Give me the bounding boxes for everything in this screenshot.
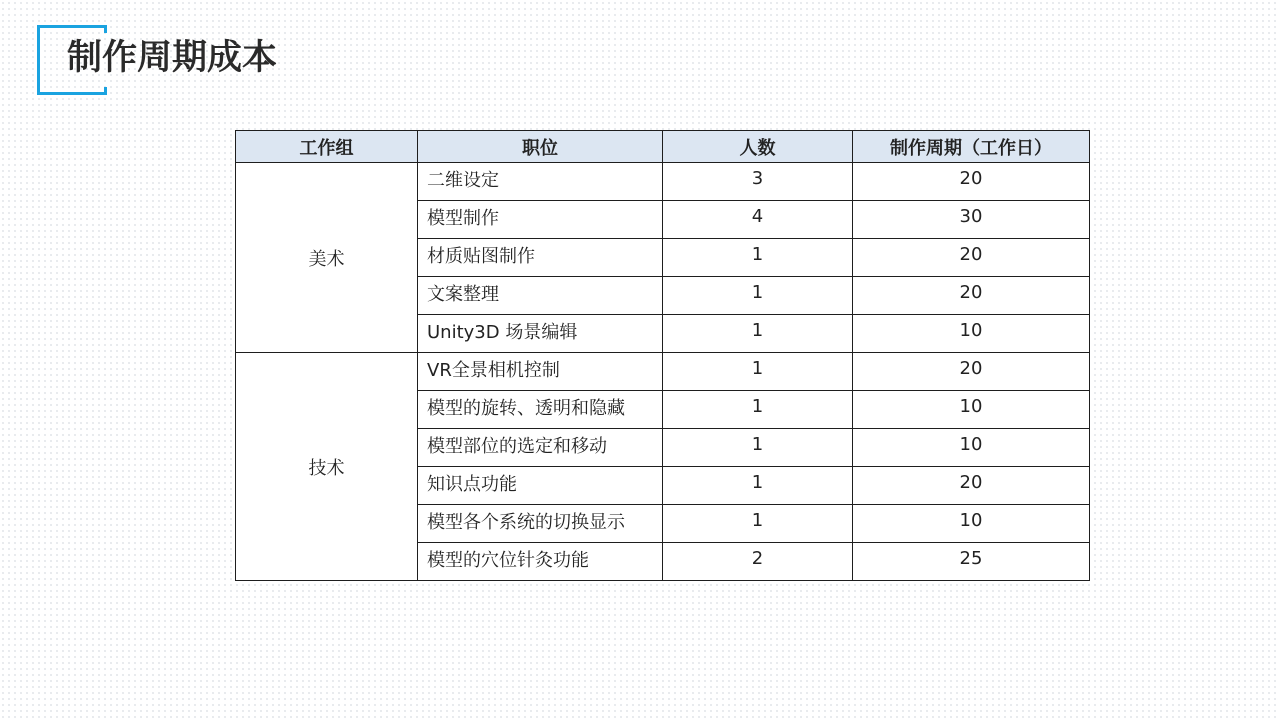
cost-table bbox=[235, 130, 1090, 581]
days-cell: 20 bbox=[853, 353, 1090, 391]
days-cell: 20 bbox=[853, 467, 1090, 505]
count-cell: 4 bbox=[663, 201, 853, 239]
days-cell: 20 bbox=[853, 163, 1090, 201]
days-cell: 25 bbox=[853, 543, 1090, 581]
table-row bbox=[236, 163, 1090, 201]
count-cell: 2 bbox=[663, 543, 853, 581]
header-production-cycle: 制作周期（工作日） bbox=[853, 131, 1090, 163]
count-cell: 3 bbox=[663, 163, 853, 201]
header-work-group: 工作组 bbox=[236, 131, 418, 163]
position-cell: 模型制作 bbox=[418, 201, 663, 239]
days-cell: 10 bbox=[853, 429, 1090, 467]
header-headcount: 人数 bbox=[663, 131, 853, 163]
group-cell-art bbox=[236, 163, 418, 353]
header-position: 职位 bbox=[418, 131, 663, 163]
position-cell: 模型部位的选定和移动 bbox=[418, 429, 663, 467]
table-header-row bbox=[236, 131, 1090, 163]
days-cell: 10 bbox=[853, 315, 1090, 353]
position-cell: Unity3D 场景编辑 bbox=[418, 315, 663, 353]
position-cell: 材质贴图制作 bbox=[418, 239, 663, 277]
count-cell: 1 bbox=[663, 467, 853, 505]
count-cell: 1 bbox=[663, 505, 853, 543]
days-cell: 20 bbox=[853, 239, 1090, 277]
table-row bbox=[236, 353, 1090, 391]
days-cell: 10 bbox=[853, 505, 1090, 543]
page-title: 制作周期成本 bbox=[67, 38, 278, 78]
position-cell: 知识点功能 bbox=[418, 467, 663, 505]
position-cell: 模型的旋转、透明和隐藏 bbox=[418, 391, 663, 429]
position-cell: 文案整理 bbox=[418, 277, 663, 315]
group-label: 技术 bbox=[308, 457, 345, 479]
position-cell: VR全景相机控制 bbox=[418, 353, 663, 391]
count-cell: 1 bbox=[663, 315, 853, 353]
group-cell-tech bbox=[236, 353, 418, 581]
count-cell: 1 bbox=[663, 277, 853, 315]
count-cell: 1 bbox=[663, 429, 853, 467]
days-cell: 10 bbox=[853, 391, 1090, 429]
days-cell: 20 bbox=[853, 277, 1090, 315]
days-cell: 30 bbox=[853, 201, 1090, 239]
count-cell: 1 bbox=[663, 239, 853, 277]
count-cell: 1 bbox=[663, 353, 853, 391]
position-cell: 二维设定 bbox=[418, 163, 663, 201]
count-cell: 1 bbox=[663, 391, 853, 429]
position-cell: 模型各个系统的切换显示 bbox=[418, 505, 663, 543]
group-label: 美术 bbox=[308, 248, 345, 270]
position-cell: 模型的穴位针灸功能 bbox=[418, 543, 663, 581]
